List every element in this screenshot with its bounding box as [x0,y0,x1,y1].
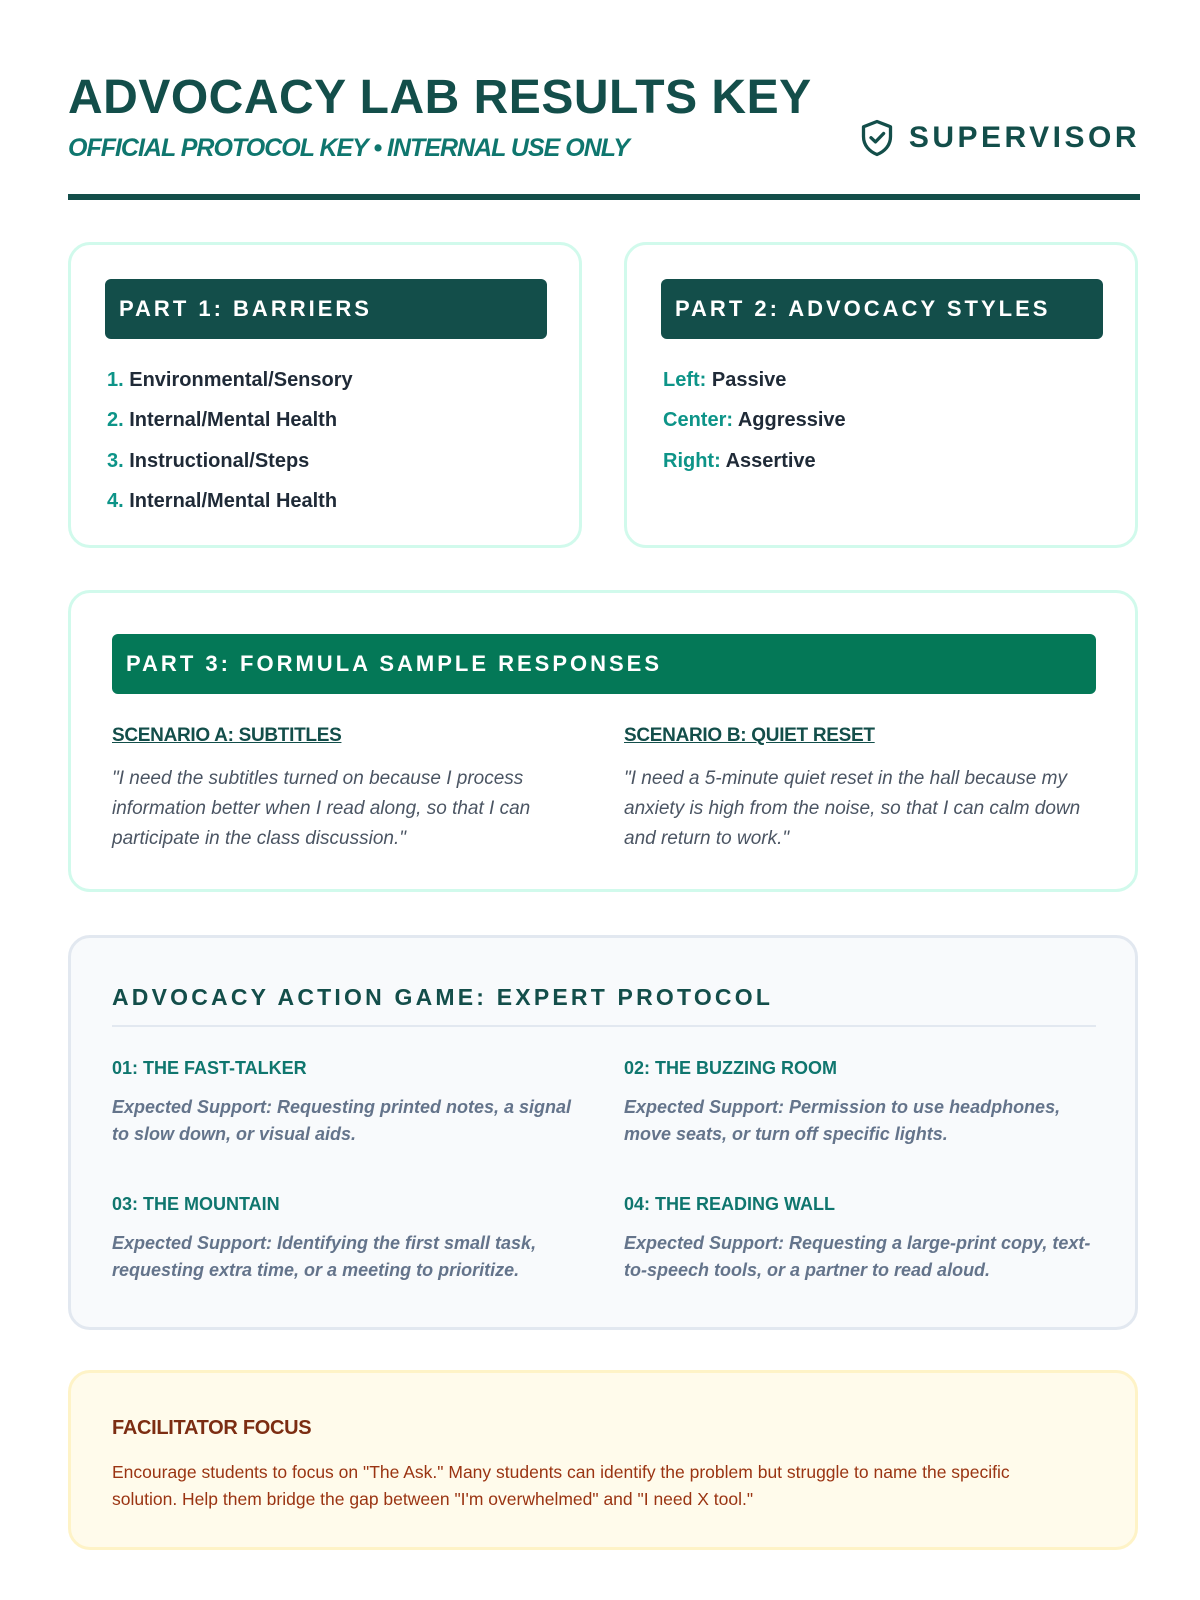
list-item [107,441,353,481]
badge-label: SUPERVISOR [908,121,1140,154]
part2-title: PART 2: ADVOCACY STYLES [661,279,1103,339]
list-item [663,400,846,440]
scenario-a [112,724,582,854]
protocol-item [112,1192,582,1284]
style-value: Passive [711,369,787,391]
style-label: Right: [663,449,721,472]
supervisor-badge [859,116,1140,160]
scenario-title: SCENARIO A: SUBTITLES [112,725,342,746]
header-divider [68,194,1140,200]
scenario-response: "I need the subtitles turned on because I process information better when I read along, so that I can participate in the class discussion." [112,768,531,849]
protocol-title: 04: THE READING WALL [624,1194,836,1214]
protocol-support: Expected Support: Identifying the first small task, requesting extra time, or a meeting to prioritize. [112,1233,537,1280]
protocol-support: Expected Support: Permission to use headphones, move seats, or turn off specific lights. [624,1097,1061,1144]
page-header [68,70,1140,202]
item-text: Instructional/Steps [129,449,310,472]
list-item [663,441,846,481]
facilitator-focus-card [68,1370,1138,1550]
protocol-support: Expected Support: Requesting a large-print copy, text-to-speech tools, or a partner to read aloud. [624,1233,1091,1280]
protocol-title: 01: THE FAST-TALKER [112,1058,307,1078]
item-number: 4. [107,489,124,512]
focus-text: Encourage students to focus on "The Ask." Many students can identify the problem but struggle to name the specific solution. Help them bridge the gap between "I'm overwhelmed" and "I need X tool." [112,1462,1010,1509]
part3-title: PART 3: FORMULA SAMPLE RESPONSES [112,634,1096,694]
item-number: 3. [107,449,124,472]
page-title: ADVOCACY LAB RESULTS KEY [68,71,812,124]
game-protocol-card [68,935,1138,1330]
item-text: Environmental/Sensory [129,369,353,391]
protocol-title: 03: THE MOUNTAIN [112,1194,280,1214]
game-divider [112,1025,1096,1027]
protocol-item [624,1192,1094,1284]
shield-check-icon [859,118,895,158]
item-text: Internal/Mental Health [129,489,338,512]
list-item [107,360,353,400]
part1-title: PART 1: BARRIERS [105,279,547,339]
style-label: Left: [663,369,707,391]
style-label: Center: [663,409,734,432]
style-value: Assertive [725,449,816,472]
focus-title: FACILITATOR FOCUS [112,1417,312,1439]
part2-card [624,242,1138,548]
style-value: Aggressive [737,409,846,432]
scenario-b [624,724,1094,854]
scenario-response: "I need a 5-minute quiet reset in the hall because my anxiety is high from the noise, so that I can calm down and return to work." [624,768,1081,849]
list-item [663,360,846,400]
game-title: ADVOCACY ACTION GAME: EXPERT PROTOCOL [112,984,774,1010]
protocol-title: 02: THE BUZZING ROOM [624,1058,838,1078]
part3-card [68,590,1138,892]
item-text: Internal/Mental Health [129,409,338,432]
list-item [107,481,353,521]
item-number: 1. [107,369,124,391]
item-number: 2. [107,409,124,432]
part1-card [68,242,582,548]
protocol-item [624,1056,1094,1148]
barriers-list [107,360,353,521]
scenario-title: SCENARIO B: QUIET RESET [624,725,875,746]
page-subtitle: OFFICIAL PROTOCOL KEY • INTERNAL USE ONLY [68,134,629,162]
protocol-support: Expected Support: Requesting printed notes, a signal to slow down, or visual aids. [112,1097,572,1144]
list-item [107,400,353,440]
protocol-item [112,1056,582,1148]
styles-list [663,360,846,481]
